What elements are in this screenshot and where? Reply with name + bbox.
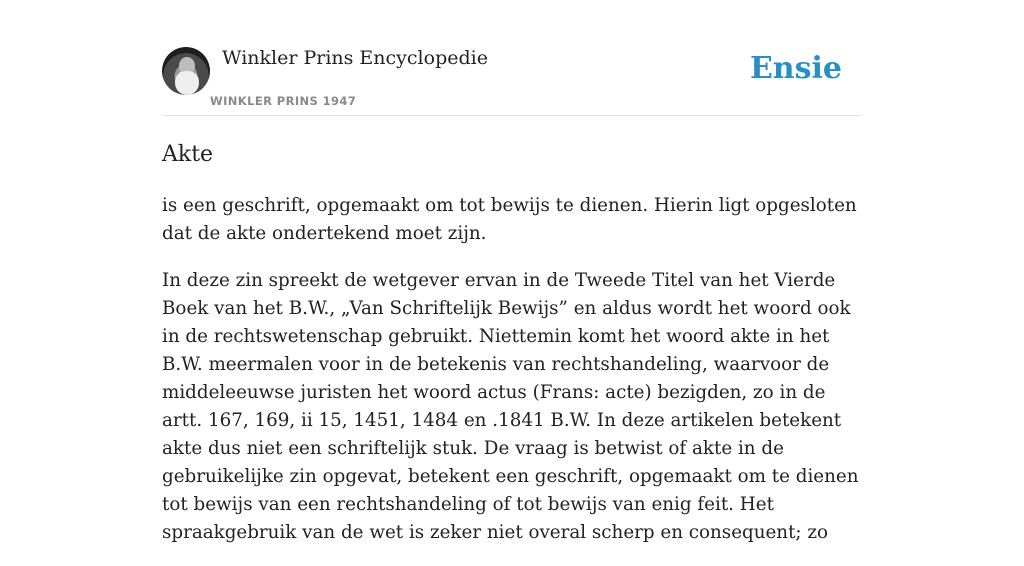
avatar[interactable] xyxy=(162,47,210,95)
page xyxy=(162,0,862,543)
avatar-beard xyxy=(175,71,199,95)
article-paragraph: In deze zin spreekt de wetgever ervan in de Tweede Titel van het Vierde Boek van het B.W., „Van Schriftelijk Bewijs” en aldus wordt het woord ook in de rechtswetenschap gebruikt. Niettemin komt het woord akte in het B.W. meermalen voor in de betekenis van rechtshandeling, waarvoor de middeleeuwse juristen het woord actus (Frans: acte) bezigden, zo in de artt. 167, 169, ii 15, 1451, 1484 en .1841 B.W. In deze artikelen betekent akte dus niet een schriftelijk stuk. De vraag is betwist of akte in de gebruikelijke zin opgevat, betekent een geschrift, opgemaakt om te dienen tot bewijs van een rechtshandeling of tot bewijs van enig feit. Het spraakgebruik van de wet is zeker niet overal scherp en consequent; zo xyxy=(162,270,859,543)
article-paragraph: is een geschrift, opgemaakt om tot bewijs te dienen. Hierin ligt opgesloten dat de akte ondertekend moet zijn. xyxy=(162,195,857,244)
article-title: Akte xyxy=(162,142,214,167)
brand-logo[interactable]: Ensie xyxy=(749,51,842,86)
site-subtitle[interactable]: WINKLER PRINS 1947 xyxy=(210,94,357,108)
site-title[interactable]: Winkler Prins Encyclopedie xyxy=(222,47,488,69)
site-header xyxy=(162,0,862,116)
article-body xyxy=(162,192,862,566)
